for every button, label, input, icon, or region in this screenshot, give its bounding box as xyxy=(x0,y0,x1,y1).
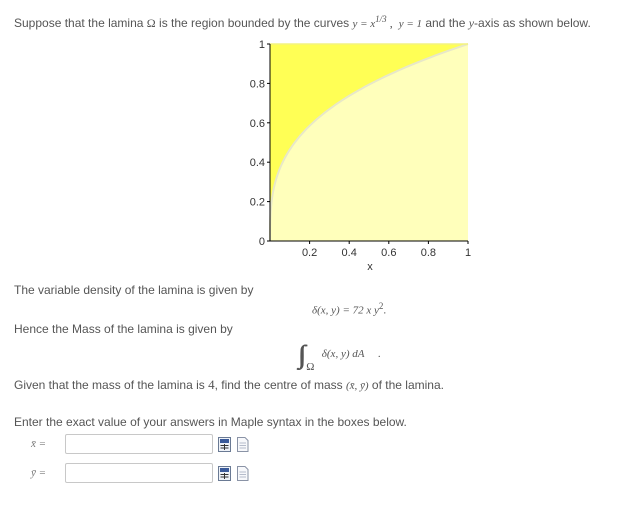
answer-row-y xyxy=(31,461,249,485)
axis-variable: y xyxy=(468,16,475,30)
y-tick-label: 1 xyxy=(258,39,265,51)
curve-separator: , xyxy=(389,16,393,30)
y-tick-label: 0.2 xyxy=(249,196,265,209)
x-tick-label: 0.4 xyxy=(341,247,357,259)
x-tick-label: 1 xyxy=(464,247,472,259)
intro-text: Suppose that the lamina xyxy=(14,16,147,30)
preview-icon[interactable] xyxy=(236,466,249,481)
given-text-after: of the lamina. xyxy=(368,378,444,392)
intro-text-after: -axis as shown below. xyxy=(474,16,591,30)
y-tick-group xyxy=(250,39,270,248)
curve1-formula: y = x xyxy=(352,18,376,30)
given-statement xyxy=(14,377,444,393)
x-bar-label: x̄ = xyxy=(31,438,47,450)
double-integral-sign: ∫∫ xyxy=(298,340,301,369)
mass-value: 4 xyxy=(208,377,215,392)
equation-editor-icon[interactable] xyxy=(218,437,231,452)
density-exponent: 2 xyxy=(378,301,384,311)
preview-icon[interactable] xyxy=(236,437,249,452)
integral-period: . xyxy=(377,348,381,360)
given-text: Given that the mass of the lamina is xyxy=(14,378,209,392)
x-axis-label: x xyxy=(367,261,373,272)
x-tick-label: 0.8 xyxy=(420,247,437,259)
y-tick-label: 0.4 xyxy=(249,157,265,170)
omega-symbol: Ω xyxy=(146,16,156,30)
centre-of-mass-symbol: (x̄, ȳ) xyxy=(346,380,369,392)
region-plot xyxy=(230,36,490,272)
answer-row-x xyxy=(31,432,249,456)
y-bar-input[interactable] xyxy=(65,463,213,483)
equation-editor-icon[interactable] xyxy=(218,466,231,481)
mass-integral xyxy=(298,338,381,374)
answer-instructions: Enter the exact value of your answers in Maple syntax in the boxes below. xyxy=(14,415,407,429)
x-tick-label: 0.6 xyxy=(381,247,397,259)
x-bar-input[interactable] xyxy=(65,434,213,454)
density-formula xyxy=(312,301,386,317)
integrand: δ(x, y) dA xyxy=(321,348,365,360)
intro-text-mid: is the region bounded by the curves xyxy=(155,16,353,30)
y-tick-label: 0.6 xyxy=(249,117,265,130)
y-tick-label: 0.8 xyxy=(249,78,265,91)
given-text-mid: , find the centre of mass xyxy=(214,378,346,392)
problem-intro xyxy=(14,14,591,31)
density-expression: δ(x, y) = 72 x y xyxy=(312,304,379,317)
density-period: . xyxy=(383,304,387,317)
integral-region: Ω xyxy=(306,361,315,374)
mass-label: Hence the Mass of the lamina is given by xyxy=(14,322,233,336)
intro-text-and: and the xyxy=(422,16,469,30)
x-tick-group xyxy=(302,241,471,259)
density-label: The variable density of the lamina is given by xyxy=(14,283,254,297)
y-bar-label: ȳ = xyxy=(31,467,47,479)
x-tick-label: 0.2 xyxy=(301,247,318,259)
curve2-formula: y = 1 xyxy=(398,18,422,30)
curve1-exponent: 1/3 xyxy=(375,14,387,24)
y-tick-label: 0 xyxy=(258,236,265,248)
